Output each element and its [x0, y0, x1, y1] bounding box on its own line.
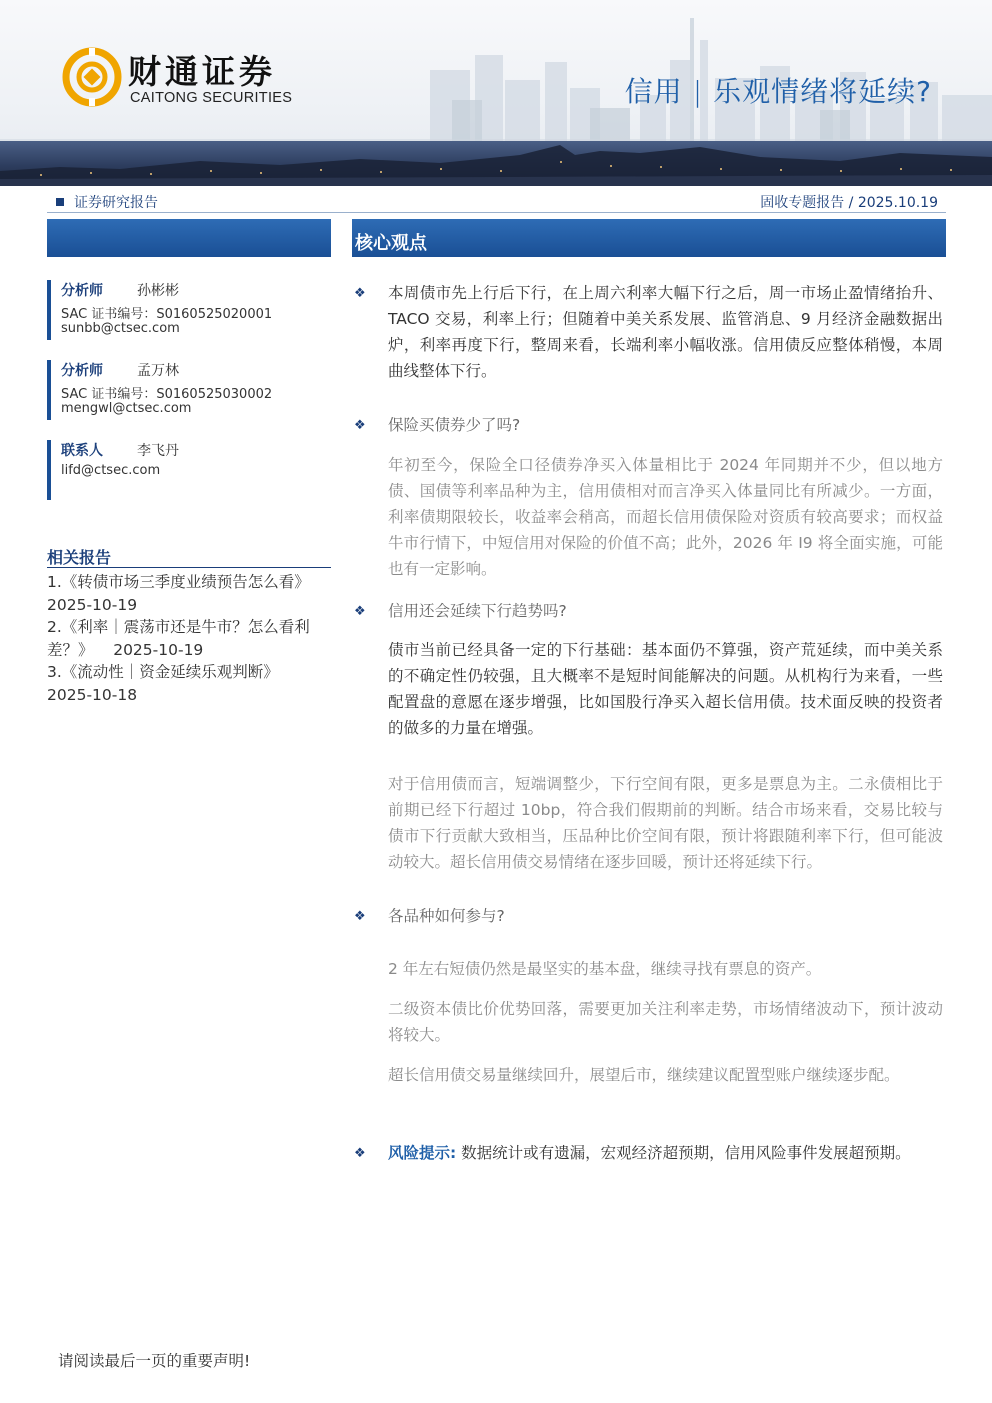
- analyst-name: 孟万林: [137, 363, 179, 379]
- short-bond-paragraph: 2 年左右短债仍然是最坚实的基本盘，继续寻找有票息的资产。: [388, 960, 822, 978]
- diamond-bullet-icon: ❖: [354, 604, 366, 619]
- related-report-item[interactable]: [47, 571, 332, 616]
- insurance-paragraph: 年初至今，保险全口径债券净买入体量相比于 2024 年同期并不少，但以地方债、国债等利率品种为主，信用债相对而言净买入体量同比有所减少。一方面，利率债期限较长，收益率会稍高，而超长信用债保险对资质有较高要求；而权益牛市行情下，中短信用对保险的价值不高；此外，2026 年 I9 将全面实施，可能也有一定影响。: [388, 456, 943, 578]
- report-category-date: 固收专题报告 / 2025.10.19: [760, 195, 938, 211]
- report-title-category: 信用: [624, 75, 683, 108]
- analyst-accent-bar: [47, 360, 51, 420]
- related-report-date: 差？》 2025-10-19: [47, 640, 204, 659]
- city-night-banner: [0, 141, 992, 186]
- related-report-item[interactable]: [47, 616, 332, 661]
- related-report-item[interactable]: [47, 661, 332, 706]
- section-question: 信用还会延续下行趋势吗?: [388, 602, 567, 620]
- analyst-name: 孙彬彬: [137, 283, 179, 299]
- analyst-card: [47, 280, 331, 340]
- credit-bond-paragraph: 对于信用债而言，短端调整少，下行空间有限，更多是票息为主。二永债相比于前期已经下行超过 10bp，符合我们假期前的判断。结合市场来看，交易比较与债市下行贡献大致相当，压品种比价空间有限，预计将跟随利率下行，但可能波动较大。超长信用债交易情绪在逐步回暖，预计还将延续下行。: [388, 775, 943, 871]
- analyst-card: [47, 360, 331, 420]
- analyst-role: 分析师: [61, 283, 103, 299]
- square-bullet-icon: [56, 198, 64, 206]
- analyst-accent-bar: [47, 280, 51, 340]
- report-type-text: 证券研究报告: [74, 195, 158, 211]
- contact-name: 李飞丹: [137, 443, 179, 459]
- report-title: [625, 70, 932, 110]
- disclaimer-notice: 请阅读最后一页的重要声明!: [58, 1352, 251, 1370]
- analyst-role: 分析师: [61, 363, 103, 379]
- city-night-banner-image: [0, 141, 992, 186]
- analyst-email: sunbb@ctsec.com: [61, 321, 180, 336]
- contact-role: 联系人: [61, 443, 103, 459]
- core-view-header-bar: [352, 219, 946, 257]
- analyst-license: SAC 证书编号：S0160525020001: [61, 307, 273, 322]
- tier2-bond-paragraph: 二级资本债比价优势回落，需要更加关注利率走势，市场情绪波动下，预计波动将较大。: [388, 1000, 943, 1044]
- contact-accent-bar: [47, 440, 51, 500]
- diamond-bullet-icon: ❖: [354, 909, 366, 924]
- risk-warning-label: 风险提示:: [388, 1144, 457, 1162]
- logo-emblem-icon: [62, 46, 122, 108]
- contact-email: lifd@ctsec.com: [61, 463, 161, 478]
- diamond-bullet-icon: ❖: [354, 418, 366, 433]
- diamond-bullet-icon: ❖: [354, 286, 366, 301]
- subheader-divider: [47, 212, 946, 213]
- risk-warning-text: 数据统计或有遗漏，宏观经济超预期，信用风险事件发展超预期。: [461, 1144, 911, 1162]
- related-report-title: 3.《流动性｜资金延续乐观判断》: [47, 663, 279, 681]
- contact-card: [47, 440, 331, 500]
- logo-english-name: CAITONG SECURITIES: [130, 90, 293, 106]
- related-report-title: 1.《转债市场三季度业绩预告怎么看》: [47, 573, 310, 591]
- related-report-title: 2.《利率｜震荡市还是牛市？怎么看利: [47, 618, 310, 636]
- analyst-license: SAC 证书编号：S0160525030002: [61, 387, 273, 402]
- trend-paragraph: 债市当前已经具备一定的下行基础：基本面仍不算强，资产荒延续，而中美关系的不确定性仍较强，且大概率不是短时间能解决的问题。从机构行为来看，一些配置盘的意愿在逐步增强，比如国股行净买入超长信用债。技术面反映的投资者的做多的力量在增强。: [388, 641, 943, 737]
- report-title-main: 乐观情绪将延续?: [713, 75, 932, 108]
- sidebar-header-bar: [47, 219, 331, 257]
- logo-chinese-name: 财通证券: [128, 52, 276, 91]
- analyst-email: mengwl@ctsec.com: [61, 401, 192, 416]
- summary-paragraph: 本周债市先上行后下行，在上周六利率大幅下行之后，周一市场止盈情绪抬升、TACO 交易，利率上行；但随着中美关系发展、监管消息、9 月经济金融数据出炉，利率再度下行，整周来看，长端利率小幅收涨。信用债反应整体稍慢，本周曲线整体下行。: [388, 284, 943, 380]
- related-reports-divider: [47, 567, 331, 568]
- related-reports-title: 相关报告: [47, 548, 112, 567]
- report-title-separator: |: [692, 75, 704, 108]
- risk-warning: [388, 1141, 911, 1163]
- ultra-long-bond-paragraph: 超长信用债交易量继续回升，展望后市，继续建议配置型账户继续逐步配。: [388, 1066, 900, 1084]
- related-report-date: 2025-10-18: [47, 685, 138, 704]
- company-logo: [60, 44, 300, 114]
- report-type-label: [56, 192, 158, 212]
- diamond-bullet-icon: ❖: [354, 1146, 366, 1161]
- related-report-date: 2025-10-19: [47, 595, 138, 614]
- section-question: 各品种如何参与?: [388, 907, 505, 925]
- core-view-title: 核心观点: [355, 233, 427, 254]
- section-question: 保险买债券少了吗?: [388, 416, 521, 434]
